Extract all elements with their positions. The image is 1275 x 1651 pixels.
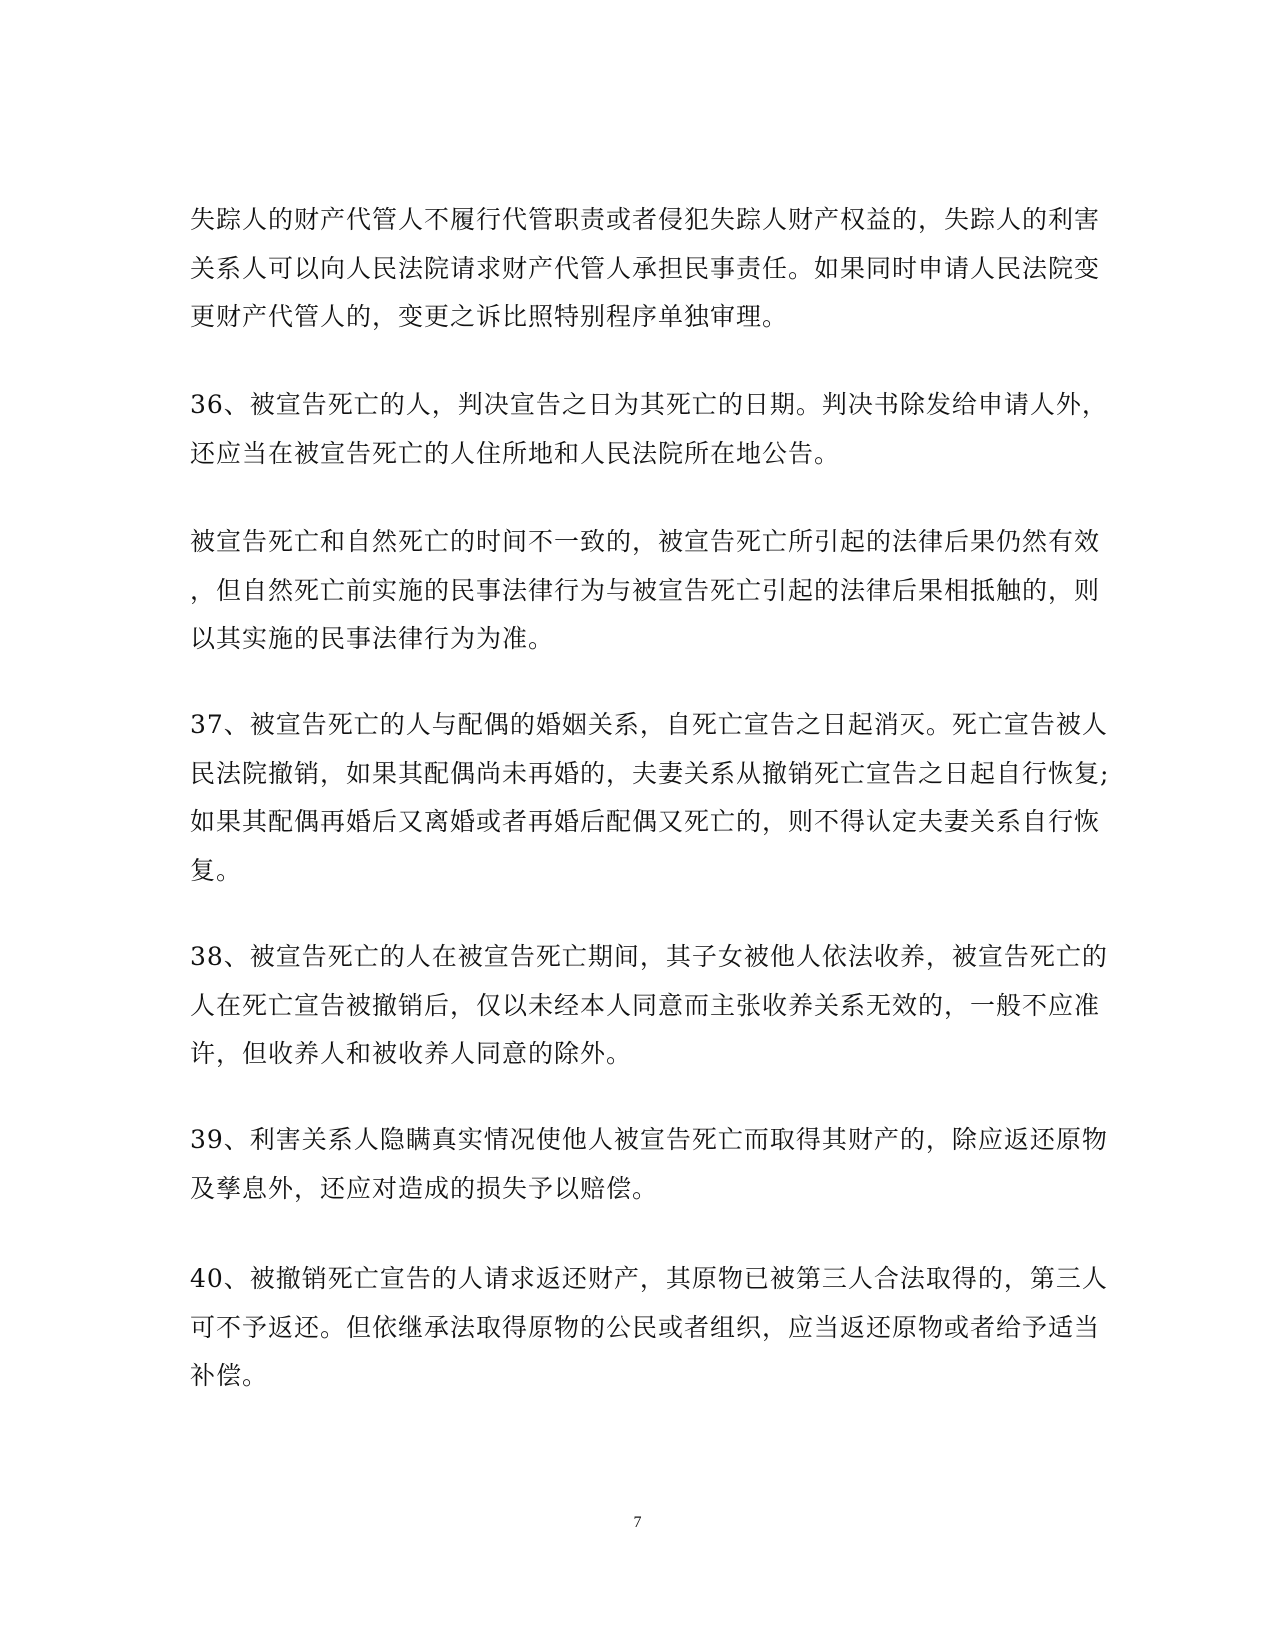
text-line: 失踪人的财产代管人不履行代管职责或者侵犯失踪人财产权益的，失踪人的利害 xyxy=(190,205,1101,234)
paragraph-article-39 xyxy=(190,1116,1108,1213)
text-line: 复。 xyxy=(190,855,243,885)
text-line: 可不予返还。但依继承法取得原物的公民或者组织，应当返还原物或者给予适当 xyxy=(190,1312,1101,1342)
paragraph-death-time-mismatch xyxy=(190,518,1101,664)
text-line: 人在死亡宣告被撤销后，仅以未经本人同意而主张收养关系无效的，一般不应准 xyxy=(190,990,1101,1020)
paragraph-article-38 xyxy=(190,933,1108,1079)
text-line: ，但自然死亡前实施的民事法律行为与被宣告死亡引起的法律后果相抵触的，则 xyxy=(190,575,1101,605)
text-line: 40、被撤销死亡宣告的人请求返还财产，其原物已被第三人合法取得的，第三人 xyxy=(190,1264,1108,1293)
text-line: 被宣告死亡和自然死亡的时间不一致的，被宣告死亡所引起的法律后果仍然有效 xyxy=(190,527,1101,556)
text-line: 及孳息外，还应对造成的损失予以赔偿。 xyxy=(190,1173,659,1203)
text-line: 补偿。 xyxy=(190,1361,269,1390)
text-line: 更财产代管人的，变更之诉比照特别程序单独审理。 xyxy=(190,302,789,331)
text-line: 许，但收养人和被收养人同意的除外。 xyxy=(190,1039,633,1068)
text-line: 37、被宣告死亡的人与配偶的婚姻关系，自死亡宣告之日起消灭。死亡宣告被人 xyxy=(190,710,1108,739)
paragraph-article-36 xyxy=(190,381,1108,478)
paragraph-article-40 xyxy=(190,1255,1108,1401)
text-line: 民法院撤销，如果其配偶尚未再婚的，夫妻关系从撤销死亡宣告之日起自行恢复; xyxy=(190,758,1110,788)
paragraph-missing-person-property xyxy=(190,196,1101,342)
paragraph-article-37 xyxy=(190,701,1110,895)
text-line: 关系人可以向人民法院请求财产代管人承担民事责任。如果同时申请人民法院变 xyxy=(190,253,1101,283)
text-line: 还应当在被宣告死亡的人住所地和人民法院所在地公告。 xyxy=(190,438,841,468)
page-number: 7 xyxy=(633,1514,642,1531)
text-line: 36、被宣告死亡的人，判决宣告之日为其死亡的日期。判决书除发给申请人外， xyxy=(190,390,1108,419)
text-line: 以其实施的民事法律行为为准。 xyxy=(190,624,555,653)
text-line: 38、被宣告死亡的人在被宣告死亡期间，其子女被他人依法收养，被宣告死亡的 xyxy=(190,942,1108,971)
text-line: 如果其配偶再婚后又离婚或者再婚后配偶又死亡的，则不得认定夫妻关系自行恢 xyxy=(190,807,1101,836)
text-line: 39、利害关系人隐瞒真实情况使他人被宣告死亡而取得其财产的，除应返还原物 xyxy=(190,1125,1108,1154)
